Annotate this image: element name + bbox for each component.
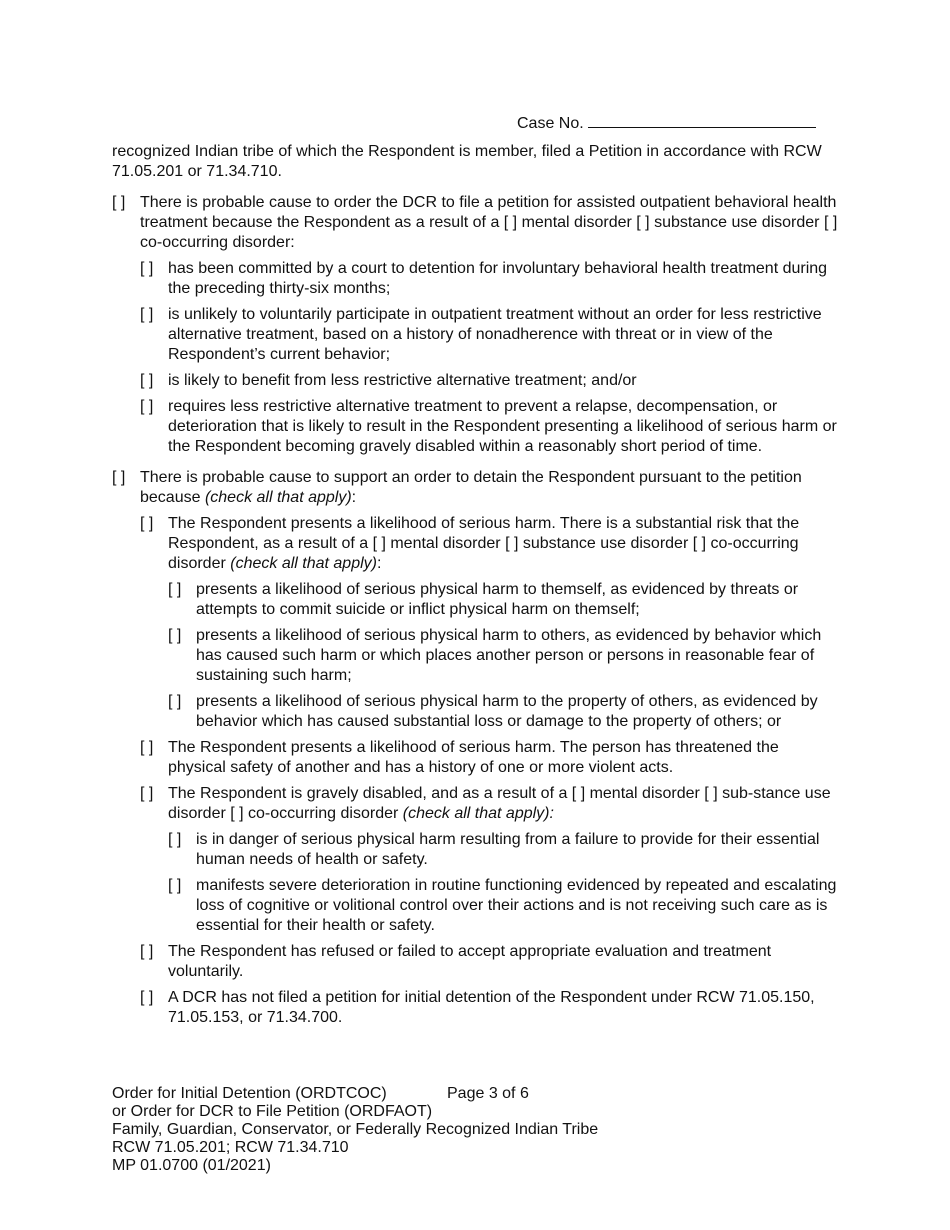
footer-line: Family, Guardian, Conservator, or Federally Recognized Indian Tribe — [112, 1121, 599, 1138]
case-number-blank-line[interactable] — [588, 112, 816, 128]
page-number: Page 3 of 6 — [447, 1085, 529, 1102]
checkbox[interactable]: [ ] — [140, 372, 154, 389]
checkbox[interactable]: [ ] — [112, 194, 126, 211]
harm-subitem — [168, 580, 840, 620]
serious-harm-text: The Respondent presents a likelihood of serious harm. There is a substantial risk that the Respondent, as a result of a [ ] mental disorder [ ] substance use disorder [ ] co-occurring disorder (check all that apply): — [168, 515, 800, 572]
dcr-petition-text: There is probable cause to order the DCR to file a petition for assisted outpatient behavioral health treatment because the Respondent as a result of a [ ] mental disorder [ ] substance use disorder [ ] co-occurring disorder: — [140, 194, 838, 251]
checkbox[interactable]: [ ] — [140, 785, 154, 802]
dcr-subitem-text: has been committed by a court to detention for involuntary behavioral health treatment during the preceding thirty-six months; — [168, 260, 828, 297]
harm-subitem — [168, 692, 840, 732]
gravely-disabled-text: The Respondent is gravely disabled, and as a result of a [ ] mental disorder [ ] sub-stance use disorder [ ] co-occurring disorder (check all that apply): — [168, 785, 831, 822]
violent-acts-item — [140, 738, 840, 778]
no-petition-text: A DCR has not filed a petition for initial detention of the Respondent under RCW 71.05.150, 71.05.153, or 71.34.700. — [168, 989, 815, 1026]
footer-form-number: MP 01.0700 (01/2021) — [112, 1157, 271, 1174]
checkbox[interactable]: [ ] — [140, 306, 154, 323]
harm-subitem-text: presents a likelihood of serious physical harm to others, as evidenced by behavior which has caused such harm or which places another person or persons in reasonable fear of sustaining such harm; — [196, 627, 822, 684]
gravely-subitem — [168, 830, 840, 870]
refused-treatment-item — [140, 942, 840, 982]
violent-acts-text: The Respondent presents a likelihood of serious harm. The person has threatened the physical safety of another and has a history of one or more violent acts. — [168, 739, 779, 776]
checkbox[interactable]: [ ] — [168, 693, 182, 710]
gravely-subitem — [168, 876, 840, 936]
dcr-subitem — [140, 305, 840, 365]
harm-subitem — [168, 626, 840, 686]
dcr-subitem — [140, 371, 840, 391]
checkbox[interactable]: [ ] — [168, 831, 182, 848]
harm-subitem-text: presents a likelihood of serious physical harm to the property of others, as evidenced by behavior which has caused substantial loss or damage to the property of others; or — [196, 693, 818, 730]
gravely-subitem-text: manifests severe deterioration in routine functioning evidenced by repeated and escalating loss of cognitive or volitional control over their actions and is not receiving such care as is essential for their health or safety. — [196, 877, 837, 934]
checkbox[interactable]: [ ] — [140, 398, 154, 415]
dcr-subitem-text: is likely to benefit from less restrictive alternative treatment; and/or — [168, 372, 637, 389]
detain-item — [112, 468, 840, 508]
gravely-disabled-item — [140, 784, 840, 824]
case-number-label: Case No. — [517, 115, 584, 132]
harm-subitem-text: presents a likelihood of serious physical harm to themself, as evidenced by threats or attempts to commit suicide or inflict physical harm on themself; — [196, 581, 799, 618]
dcr-petition-item — [112, 193, 840, 253]
serious-harm-item — [140, 514, 840, 574]
checkbox[interactable]: [ ] — [140, 260, 154, 277]
refused-treatment-text: The Respondent has refused or failed to accept appropriate evaluation and treatment voluntarily. — [168, 943, 772, 980]
checkbox[interactable]: [ ] — [140, 989, 154, 1006]
footer-line: RCW 71.05.201; RCW 71.34.710 — [112, 1139, 349, 1156]
checkbox[interactable]: [ ] — [140, 943, 154, 960]
footer-form-title: Order for Initial Detention (ORDTCOC) — [112, 1085, 387, 1102]
checkbox[interactable]: [ ] — [168, 877, 182, 894]
gravely-subitem-text: is in danger of serious physical harm resulting from a failure to provide for their essential human needs of health or safety. — [196, 831, 820, 868]
checkbox[interactable]: [ ] — [168, 627, 182, 644]
page-footer — [112, 1084, 812, 1174]
no-petition-item — [140, 988, 840, 1028]
checkbox[interactable]: [ ] — [140, 515, 154, 532]
dcr-subitem — [140, 397, 840, 457]
footer-line: or Order for DCR to File Petition (ORDFAOT) — [112, 1103, 433, 1120]
intro-paragraph: recognized Indian tribe of which the Respondent is member, filed a Petition in accordance with RCW 71.05.201 or 71.34.710. — [112, 143, 822, 180]
document-body — [112, 142, 840, 1034]
checkbox[interactable]: [ ] — [112, 469, 126, 486]
case-number-field — [517, 112, 816, 134]
checkbox[interactable]: [ ] — [140, 739, 154, 756]
dcr-subitem — [140, 259, 840, 299]
checkbox[interactable]: [ ] — [168, 581, 182, 598]
dcr-subitem-text: requires less restrictive alternative treatment to prevent a relapse, decompensation, or deterioration that is likely to result in the Respondent presenting a likelihood of serious harm or the Respondent becoming gravely disabled within a reasonably short period of time. — [168, 398, 837, 455]
dcr-subitem-text: is unlikely to voluntarily participate in outpatient treatment without an order for less restrictive alternative treatment, based on a history of nonadherence with threat or in view of the Respondent’s current behavior; — [168, 306, 822, 363]
detain-text: There is probable cause to support an order to detain the Respondent pursuant to the petition because (check all that apply): — [140, 469, 802, 506]
